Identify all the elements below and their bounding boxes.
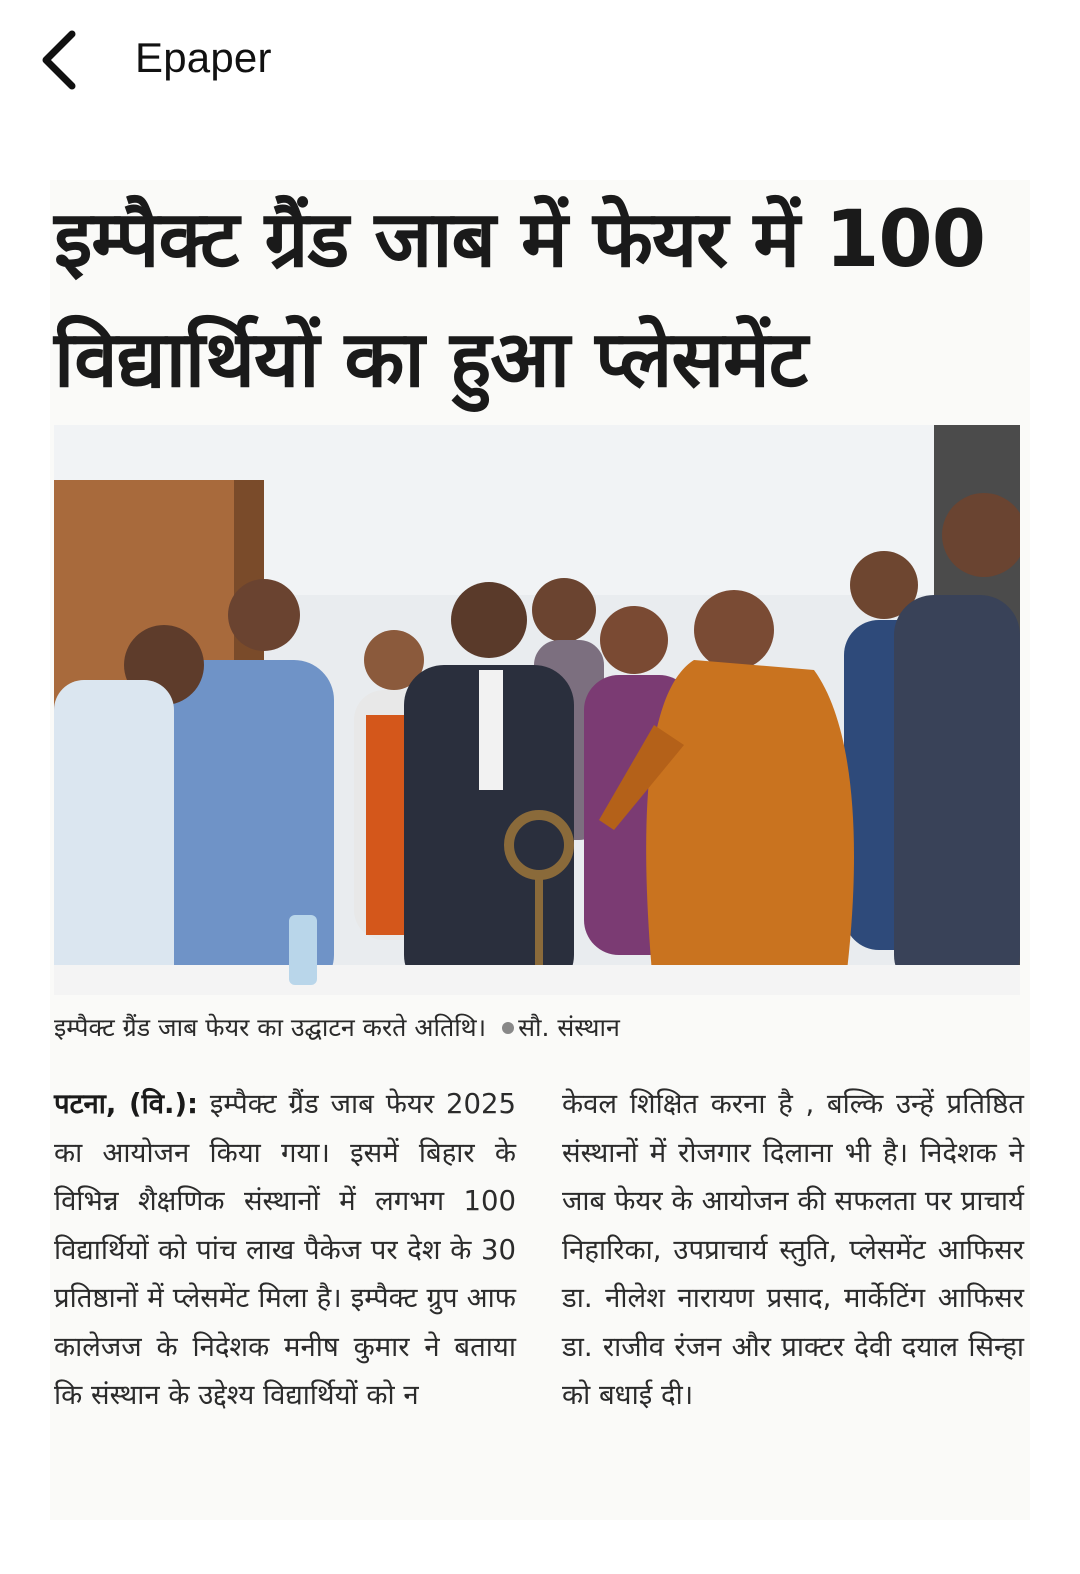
article-headline: इम्पैक्ट ग्रैंड जाब में फेयर में 100 विद्यार्थियों का हुआ प्लेसमेंट xyxy=(54,195,985,405)
article-photo xyxy=(54,425,1020,995)
photo-caption xyxy=(54,1010,1024,1044)
app-title: Epaper xyxy=(135,34,272,81)
back-button[interactable] xyxy=(30,28,90,92)
column-1-text: इम्पैक्ट ग्रैंड जाब फेयर 2025 का आयोजन किया गया। इसमें बिहार के विभिन्न शैक्षणिक संस्थानों में लगभग 100 विद्यार्थियों को पांच लाख पैकेज पर देश के 30 प्रतिष्ठानों में प्लेसमेंट मिला है। इम्पैक्ट ग्रुप आफ कालेजज के निदेशक मनीष कुमार ने बताया कि संस्थान के उद्देश्य विद्यार्थियों को न xyxy=(54,1088,516,1411)
top-app-bar xyxy=(0,0,1080,120)
article-column-1 xyxy=(54,1080,516,1420)
chevron-left-icon xyxy=(38,28,82,92)
caption-text: इम्पैक्ट ग्रैंड जाब फेयर का उद्घाटन करते अतिथि। xyxy=(54,1013,487,1042)
credit-bullet-icon xyxy=(502,1022,514,1034)
article-dateline: पटना, (वि.): xyxy=(54,1088,199,1120)
newspaper-clipping xyxy=(50,180,1030,1520)
article-column-2 xyxy=(562,1080,1024,1420)
column-2-text: केवल शिक्षित करना है , बल्कि उन्हें प्रतिष्ठित संस्थानों में रोजगार दिलाना भी है। निदेशक ने जाब फेयर के आयोजन की सफलता पर प्राचार्य निहारिका, उपप्राचार्य स्तुति, प्लेसमेंट आफिसर डा. नीलेश नारायण प्रसाद, मार्केटिंग आफिसर डा. राजीव रंजन और प्राक्टर देवी दयाल सिन्हा को बधाई दी। xyxy=(562,1088,1024,1411)
photo-credit: सौ. संस्थान xyxy=(518,1013,620,1042)
